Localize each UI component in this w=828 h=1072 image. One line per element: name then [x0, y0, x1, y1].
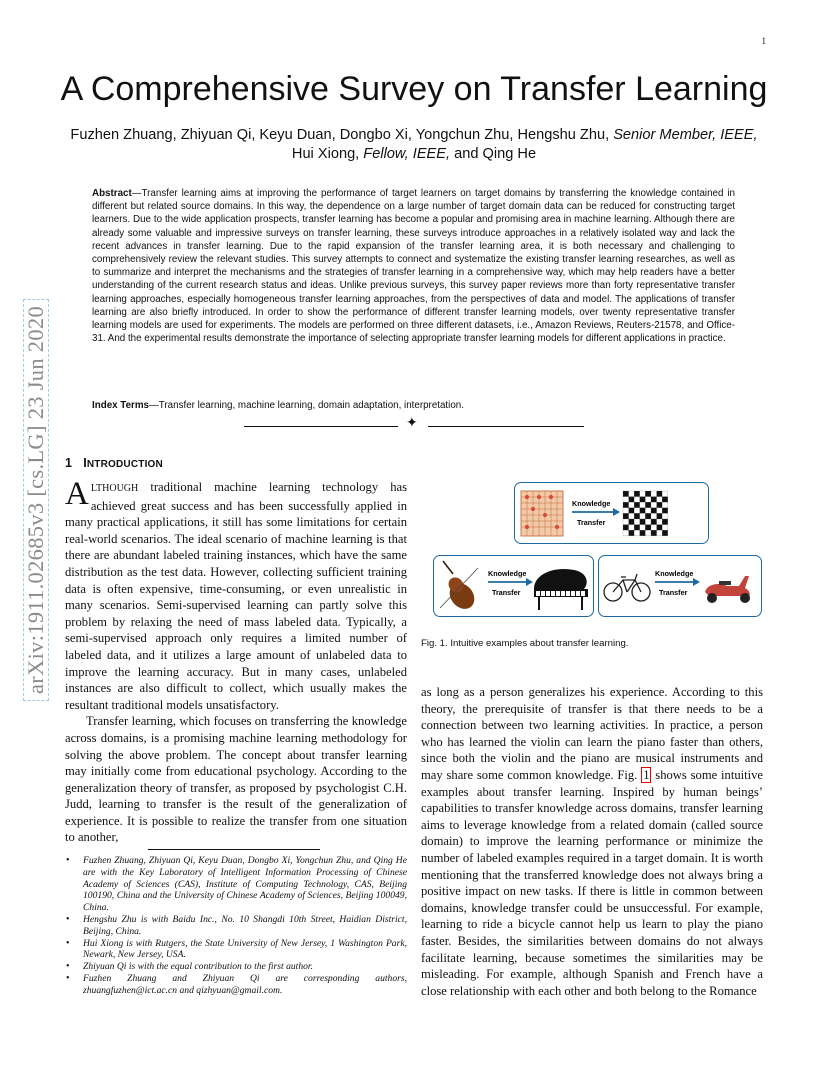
authors-names-1: Fuzhen Zhuang, Zhiyuan Qi, Keyu Duan, Dongbo Xi, Yongchun Zhu, Hengshu Zhu, — [70, 127, 614, 143]
authors-line-2 — [0, 146, 828, 162]
footnote-rule — [148, 849, 320, 850]
figure-label-knowledge: Knowledge — [488, 569, 527, 578]
footnotes — [65, 855, 407, 997]
scooter-icon — [705, 576, 750, 603]
paper-title: A Comprehensive Survey on Transfer Learning — [60, 70, 768, 108]
piano-icon — [534, 569, 588, 610]
xiangqi-board-icon — [521, 491, 563, 536]
left-column-body — [65, 476, 407, 846]
footnote-item: • Hui Xiong is with Rutgers, the State University of New Jersey, 1 Washington Park, Newark, New Jersey, USA. — [65, 938, 407, 962]
figure-label-knowledge: Knowledge — [655, 569, 694, 578]
violin-piano-illustration — [434, 556, 593, 616]
authors-membership-2: Fellow, IEEE, — [363, 146, 451, 162]
section-title-initial: I — [83, 456, 87, 470]
abstract-text: —Transfer learning aims at improving the performance of target learners on target domains by transferring the knowledge contained in different but related source domains. In this way, the dependence on a large number of target domain data can be reduced for constructing target learners. Due to the wide application prospects, transfer learning has become a popular and promising area in machine learning. Although there are already some valuable and impressive surveys on transfer learning, these surveys introduce approaches in a relatively isolated way and lack the recent advances in transfer learning. Due to the rapid expansion of the transfer learning area, it is both necessary and challenging to comprehensively review the relevant studies. This survey attempts to connect and systematize the existing transfer learning researches, as well as to summarize and interpret the mechanisms and the strategies of transfer learning in a comprehensive way, which may help readers have a better understanding of the current research status and ideas. Unlike previous surveys, this survey paper reviews more than forty representative transfer learning approaches, especially homogeneous transfer learning approaches, from the perspectives of data and model. The applications of transfer learning are also briefly introduced. In order to show the performance of different transfer learning models, over twenty representative transfer learning models are used for experiments. The models are performed on three different datasets, i.e., Amazon Reviews, Reuters-21578, and Office-31. And the experimental results demonstrate the importance of selecting appropriate transfer learning models for different applications in practice. — [92, 188, 735, 345]
intro-p3-text-a: as long as a person generalizes his experience. According to this theory, the prerequisite of transfer is that there needs to be a connection between two learning activities. In practice, a person who has learned the violin can learn the piano faster than others, since both the violin and the piano are musical instruments and may share some common knowledge. Fig. — [421, 685, 763, 782]
footnote-item: • Hengshu Zhu is with Baidu Inc., No. 10 Shangdi 10th Street, Haidian District, Beijing, China. — [65, 914, 407, 938]
abstract-label: Abstract — [92, 188, 132, 199]
divider-rule-right — [428, 426, 584, 427]
figure-label-transfer: Transfer — [659, 588, 688, 597]
index-terms — [92, 400, 735, 411]
figure-panel-bicycle-scooter — [598, 555, 762, 617]
section-title-rest: NTRODUCTION — [86, 459, 163, 470]
page-number: 1 — [761, 36, 766, 46]
abstract — [92, 187, 735, 345]
section-heading — [65, 456, 163, 470]
dropcap-letter: A — [65, 476, 89, 512]
authors-line-1 — [0, 127, 828, 143]
authors-membership-1: Senior Member, IEEE, — [613, 127, 758, 143]
intro-paragraph-2: Transfer learning, which focuses on transferring the knowledge across domains, is a promising machine learning methodology for solving the above problem. The concept about transfer learning may initially come from educational psychology. According to the generalization theory of transfer, as proposed by psychologist C.H. Judd, learning to transfer is the result of the generalization of experience. It is possible to realize the transfer from one situation to another, — [65, 714, 407, 845]
authors-names-2a: Hui Xiong, — [291, 146, 364, 162]
figure-panel-violin-piano — [433, 555, 594, 617]
intro-smallcaps: LTHOUGH — [90, 483, 139, 494]
footnote-item: • Fuzhen Zhuang and Zhiyuan Qi are corresponding authors, zhuangfuzhen@ict.ac.cn and qizhyuan@gmail.com. — [65, 973, 407, 997]
figure-label-transfer: Transfer — [577, 518, 606, 527]
footnote-item: • Fuzhen Zhuang, Zhiyuan Qi, Keyu Duan, Dongbo Xi, Yongchun Zhu, and Qing He are with the Key Laboratory of Intelligent Information Processing of Chinese Academy of Sciences (CAS), Institute of Computing Technology, CAS, Beijing 100190, China and the University of Chinese Academy of Sciences, Beijing 100049, China. — [65, 855, 407, 914]
intro-p1-text: traditional machine learning technology has achieved great success and has been successfully applied in many practical applications, it still has some limitations for certain real-world scenarios. The ideal scenario of machine learning is that there are abundant labeled training instances, which have the same distribution as the test data. However, collecting sufficient training data is often expensive, time-consuming, or even unrealistic in many scenarios. Semi-supervised learning can partly solve this problem by relaxing the need of mass labeled data. Typically, a semi-supervised approach only requires a limited number of labeled data, and it utilizes a large amount of unlabeled data to improve the learning accuracy. But in many cases, unlabeled instances are also difficult to collect, which usually makes the resultant traditional models unsatisfactory. — [65, 480, 407, 712]
figure-reference-link[interactable]: 1 — [643, 767, 650, 782]
chessboard-icon — [623, 491, 668, 536]
index-terms-label: Index Terms — [92, 400, 149, 411]
section-number: 1 — [65, 456, 73, 470]
footnote-item: • Zhiyuan Qi is with the equal contribution to the first author. — [65, 961, 407, 973]
figure-panel-chess — [514, 482, 709, 544]
figure-label-transfer: Transfer — [492, 588, 521, 597]
intro-paragraph-3 — [421, 684, 763, 999]
chess-transfer-illustration — [515, 483, 708, 543]
bicycle-icon — [604, 574, 650, 601]
divider-rule-left — [244, 426, 398, 427]
violin-icon — [440, 561, 479, 614]
figure-caption: Fig. 1. Intuitive examples about transfer learning. — [421, 638, 629, 649]
index-terms-text: —Transfer learning, machine learning, domain adaptation, interpretation. — [149, 400, 464, 411]
intro-paragraph-1 — [65, 476, 407, 713]
bicycle-scooter-illustration — [599, 556, 761, 616]
divider-ornament: ✦ — [406, 416, 418, 431]
right-column-body — [421, 684, 763, 999]
arxiv-identifier-stamp[interactable]: arXiv:1911.02685v3 [cs.LG] 23 Jun 2020 — [23, 299, 49, 701]
intro-p3-text-b: shows some intuitive examples about transfer learning. Inspired by human beings’ capabilities to transfer knowledge across domains, transfer learning aims to leverage knowledge from a related domain (called source domain) to improve the learning performance or minimize the number of labeled examples required in a target domain. It is worth mentioning that the transferred knowledge does not always bring a positive impact on new tasks. If there is little in common between domains, knowledge transfer could be unsuccessful. For example, learning to ride a bicycle cannot help us learn to play the piano faster. Besides, the similarities between domains do not always facilitate learning, because sometimes the similarities may be misleading. For example, although Spanish and French have a close relationship with each other and both belong to the Romance — [421, 767, 763, 998]
authors-names-2b: and Qing He — [450, 146, 537, 162]
figure-label-knowledge: Knowledge — [572, 499, 611, 508]
